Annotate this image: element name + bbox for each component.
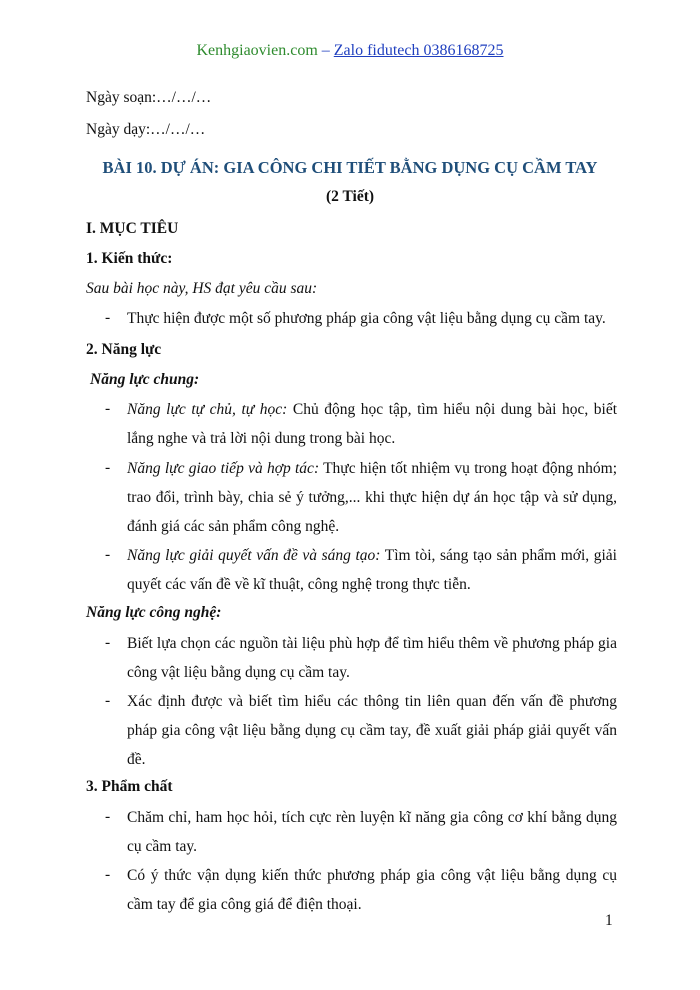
item-text: Thực hiện tốt nhiệm vụ trong hoạt động nhóm; trao đổi, trình bày, chia sẻ ý tưởng,... khi thực hiện dự án học tập và sử dụng, đánh giá các sản phẩm công nghệ. [127,460,617,535]
item-label: Năng lực giao tiếp và hợp tác: [127,460,320,477]
tech-competence-item: Xác định được và biết tìm hiểu các thông tin liên quan đến vấn đề phương pháp gia công vật liệu bằng dụng cụ cầm tay, đề xuất giải pháp giải quyết vấn đề. [127,693,617,768]
bullet-dash: - [105,400,111,417]
bullet-dash: - [105,808,111,825]
knowledge-heading: 1. Kiến thức: [86,250,173,267]
lesson-title: BÀI 10. DỰ ÁN: GIA CÔNG CHI TIẾT BẰNG DỤNG CỤ CẦM TAY [102,158,598,177]
bullet-dash: - [105,634,111,651]
page-number: 1 [605,912,613,929]
lesson-duration: (2 Tiết) [325,188,375,205]
teach-date: Ngày dạy:…/…/… [86,121,206,138]
header-sep: – [317,42,334,59]
bullet-dash: - [105,459,111,476]
header-site[interactable]: Kenhgiaovien.com [196,42,318,59]
quality-item: Có ý thức vận dụng kiến thức phương pháp gia công vật liệu bằng dụng cụ cầm tay để gia công giá để điện thoại. [127,867,617,913]
knowledge-item: Thực hiện được một số phương pháp gia công vật liệu bằng dụng cụ cầm tay. [127,310,606,327]
item-text: Tìm tòi, sáng tạo sản phẩm mới, giải quyết các vấn đề về kĩ thuật, công nghệ trong thực tiễn. [127,547,617,593]
knowledge-intro: Sau bài học này, HS đạt yêu cầu sau: [86,280,318,297]
tech-competence-item: Biết lựa chọn các nguồn tài liệu phù hợp để tìm hiểu thêm về phương pháp gia công vật liệu bằng dụng cụ cầm tay. [127,635,617,681]
page-header [0,41,700,61]
item-label: Năng lực giải quyết vấn đề và sáng tạo: [127,547,381,564]
item-text: Chủ động học tập, tìm hiểu nội dung bài học, biết lắng nghe và trả lời nội dung trong bài học. [127,401,618,447]
bullet-dash: - [105,692,111,709]
general-competence-item [127,395,617,453]
bullet-dash: - [105,309,111,326]
quality-heading: 3. Phẩm chất [86,778,173,795]
bullet-dash: - [105,866,111,883]
bullet-dash: - [105,546,111,563]
section-objectives: I. MỤC TIÊU [86,220,179,237]
general-competence-item [127,454,617,541]
header-contact[interactable]: Zalo fidutech 0386168725 [333,42,504,59]
competence-heading: 2. Năng lực [86,341,162,358]
general-competence-item [127,541,617,599]
quality-item: Chăm chỉ, ham học hỏi, tích cực rèn luyện kĩ năng gia công cơ khí bằng dụng cụ cầm tay. [127,809,617,855]
item-label: Năng lực tự chủ, tự học: [127,401,288,418]
general-competence-heading: Năng lực chung: [90,371,200,388]
tech-competence-heading: Năng lực công nghệ: [86,604,222,621]
prep-date: Ngày soạn:…/…/… [86,89,212,106]
